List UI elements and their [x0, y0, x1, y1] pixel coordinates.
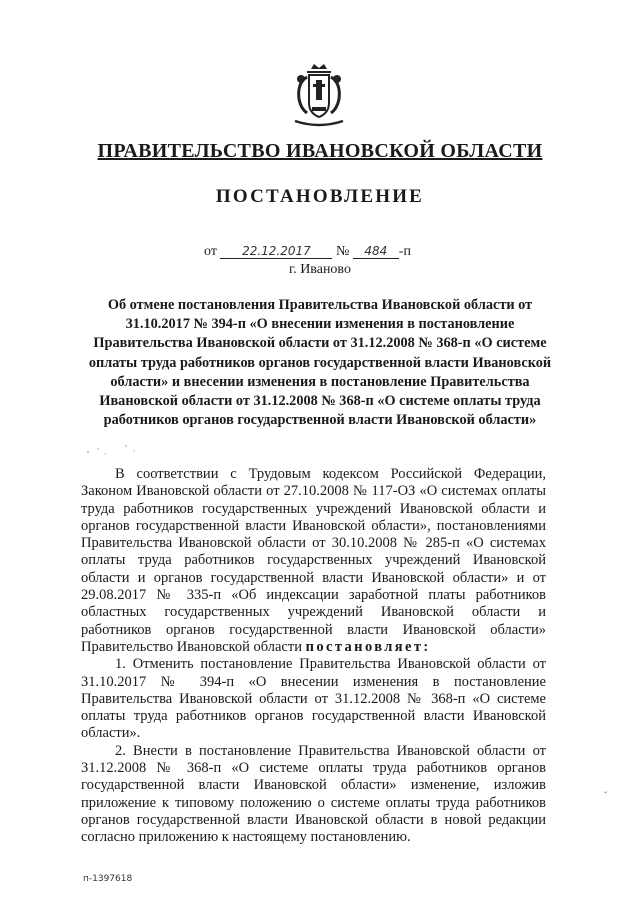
number-prefix: №	[335, 244, 350, 259]
date-value: 22.12.2017	[220, 244, 332, 259]
document-heading: Об отмене постановления Правительства Ивановской области от 31.10.2017 № 394-п «О внесении изменения в постановление Правительства Ивановской области от 31.12.2008 № 368-п «О системе оплаты труда работников органов государственной власти Ивановской области» и внесении изменения в постановление Правительства Ивановской области от 31.12.2008 № 368-п «О системе оплаты труда работников органов государственной власти Ивановской области»	[88, 297, 552, 429]
decree-word: постановляет:	[305, 638, 431, 655]
registration-line	[204, 244, 411, 260]
item-1: 1. Отменить постановление Правительства Ивановской области от 31.10.2017 № 394-п «О внесении изменения в постановление Правительства Ивановской области от 31.12.2008 № 368-п «О системе оплаты труда работников органов государственной власти Ивановской области».	[81, 656, 546, 742]
date-prefix: от	[204, 244, 217, 259]
document-type: ПОСТАНОВЛЕНИЕ	[215, 186, 425, 207]
scan-edge-mark: ˇ	[604, 790, 607, 800]
document-body	[81, 466, 546, 847]
preamble-text: В соответствии с Трудовым кодексом Российской Федерации, Законом Ивановской области от 27.10.2008 № 117-ОЗ «О системах оплаты труда работников государственных учреждений Ивановской области и органов государственной власти Ивановской области», постановлениями Правительства Ивановской области от 30.10.2008 № 285-п «О системах оплаты труда работников государственных учреждений Ивановской области и органов государственной власти Ивановской области» и от 29.08.2017 № 335-п «Об индексации заработной платы работников областных государственных учреждений Ивановской области и работников органов государственной власти Ивановской области» Правительство Ивановской области	[81, 466, 546, 655]
city: г. Иваново	[289, 262, 351, 277]
number-suffix: -п	[398, 244, 411, 259]
coat-of-arms-icon	[285, 63, 353, 131]
document-code: п-1397618	[83, 874, 133, 884]
item-2: 2. Внести в постановление Правительства Ивановской области от 31.12.2008 № 368-п «О системе оплаты труда работников органов государственной власти Ивановской области» изменение, изложив приложение к типовому положению о системе оплаты труда работников органов государственной власти Ивановской области в новой редакции согласно приложению к настоящему постановлению.	[81, 742, 546, 846]
government-title: ПРАВИТЕЛЬСТВО ИВАНОВСКОЙ ОБЛАСТИ	[97, 140, 543, 162]
preamble-paragraph	[81, 466, 546, 656]
number-value: 484	[353, 244, 399, 259]
scan-artifact	[84, 440, 144, 460]
